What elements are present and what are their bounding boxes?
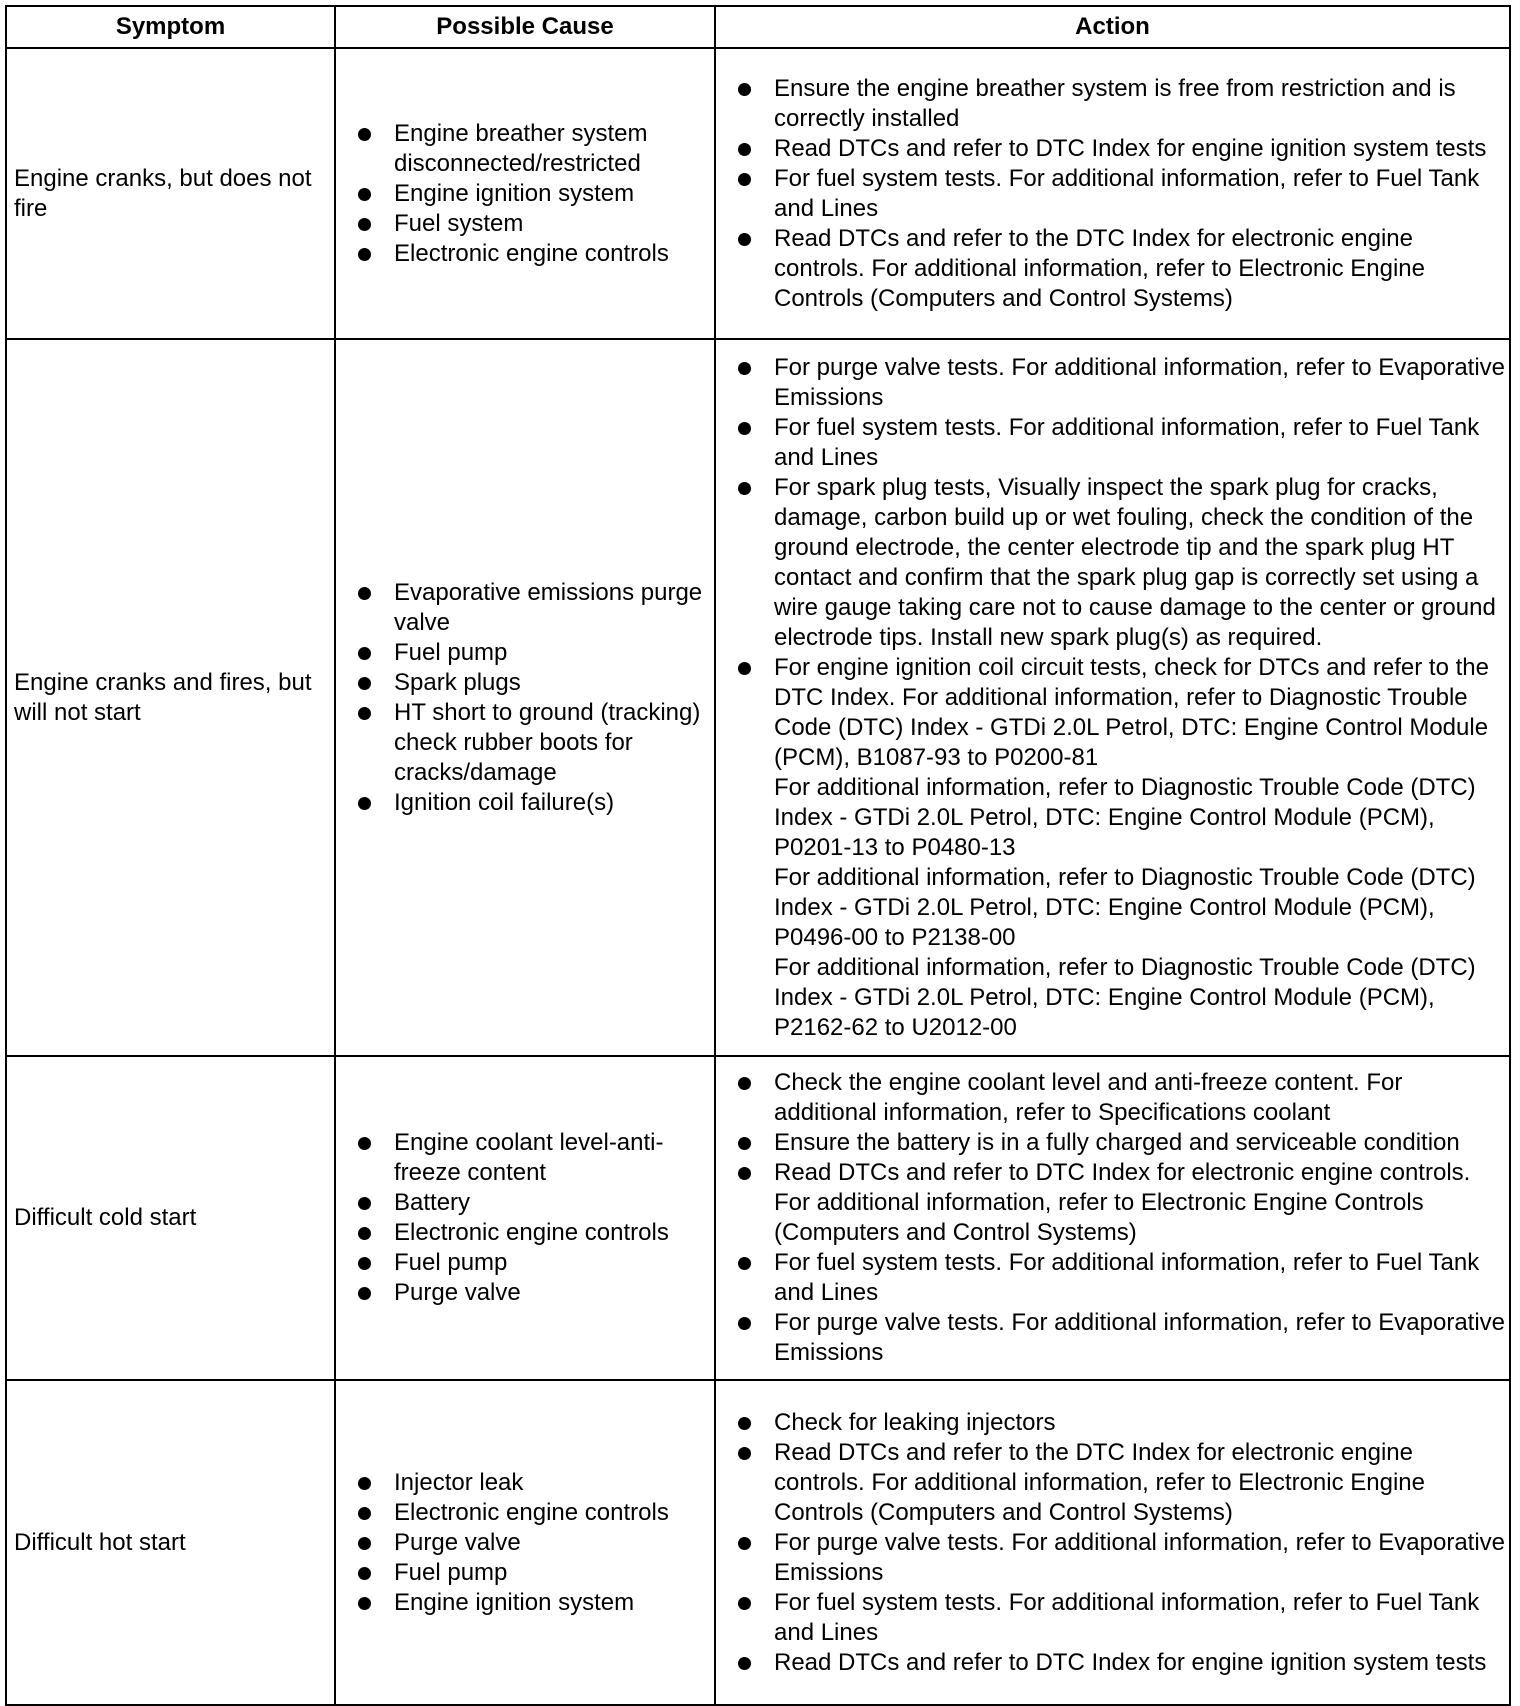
table-row [6, 48, 1510, 339]
action-cell [715, 48, 1510, 339]
cause-item [358, 119, 710, 179]
action-list [738, 353, 1505, 1043]
action-item-text: Read DTCs and refer to DTC Index for engine ignition system tests [774, 134, 1487, 162]
action-item [738, 1438, 1505, 1528]
cause-item-text: Spark plugs [394, 668, 521, 696]
action-item-text: Read DTCs and refer to DTC Index for engine ignition system tests [774, 1648, 1487, 1676]
cause-list [358, 119, 710, 269]
header-symptom: Symptom [6, 6, 335, 48]
cause-item-text: Engine breather system disconnected/restricted [394, 119, 648, 177]
action-item [738, 1128, 1505, 1158]
action-item-text: For additional information, refer to Diagnostic Trouble Code (DTC) Index - GTDi 2.0L Petrol, DTC: Engine Control Module (PCM), P2162-62 to U2012-00 [774, 953, 1476, 1041]
cause-item [358, 578, 710, 638]
cause-item [358, 239, 710, 269]
table-row [6, 1380, 1510, 1705]
cause-item-text: Fuel pump [394, 638, 508, 666]
cause-item-text: Fuel pump [394, 1558, 508, 1586]
action-item-text: For additional information, refer to Diagnostic Trouble Code (DTC) Index - GTDi 2.0L Petrol, DTC: Engine Control Module (PCM), P0201-13 to P0480-13 [774, 773, 1476, 861]
action-item-text: Ensure the battery is in a fully charged and serviceable condition [774, 1129, 1460, 1156]
cause-item-text: Engine ignition system [394, 179, 635, 207]
cause-item [358, 179, 710, 209]
cause-item [358, 1278, 710, 1308]
action-item [738, 413, 1505, 473]
cause-item-text: Fuel system [394, 209, 524, 237]
action-item-text: Read DTCs and refer to DTC Index for electronic engine controls. For additional information, refer to Electronic Engine Controls (Computers and Control Systems) [774, 1159, 1471, 1246]
symptom-cell: Difficult cold start [6, 1056, 335, 1380]
cause-item [358, 1218, 710, 1248]
action-item-text: Read DTCs and refer to the DTC Index for electronic engine controls. For additional information, refer to Electronic Engine Controls (Computers and Control Systems) [774, 224, 1425, 312]
action-item [738, 1248, 1505, 1308]
action-item [738, 134, 1505, 164]
action-item [738, 74, 1505, 134]
cause-item [358, 1468, 710, 1498]
cause-list [358, 1468, 710, 1618]
cause-item-text: Fuel pump [394, 1249, 508, 1276]
cause-list [358, 578, 710, 818]
cause-item [358, 788, 710, 818]
cause-item-text: Electronic engine controls [394, 239, 669, 267]
action-item [738, 473, 1505, 653]
cause-item-text: Battery [394, 1189, 471, 1216]
cause-item [358, 1558, 710, 1588]
cause-item [358, 209, 710, 239]
cause-item [358, 1128, 710, 1188]
action-item [738, 353, 1505, 413]
cause-item-text: Engine ignition system [394, 1588, 635, 1616]
action-cell [715, 1056, 1510, 1380]
action-item [738, 1588, 1505, 1648]
cause-list [358, 1128, 710, 1308]
action-list [738, 1408, 1505, 1678]
cause-item-text: Injector leak [394, 1468, 524, 1496]
cause-item-text: Ignition coil failure(s) [394, 788, 615, 816]
action-list [738, 74, 1505, 314]
table-row [6, 1056, 1510, 1380]
action-item [738, 164, 1505, 224]
action-item [738, 224, 1505, 314]
action-item [738, 1308, 1505, 1368]
cause-item [358, 638, 710, 668]
action-item-text: For purge valve tests. For additional information, refer to Evaporative Emissions [774, 1309, 1506, 1366]
table-body [6, 48, 1510, 1705]
action-item-text: For engine ignition coil circuit tests, check for DTCs and refer to the DTC Index. For additional information, refer to Diagnostic Trouble Code (DTC) Index - GTDi 2.0L Petrol, DTC: Engine Control Module (PCM), B1087-93 to P0200-81 [774, 653, 1489, 771]
cause-item [358, 698, 710, 788]
cause-item [358, 1528, 710, 1558]
table-row [6, 339, 1510, 1056]
cause-item-text: Purge valve [394, 1528, 521, 1556]
action-item-text: For purge valve tests. For additional information, refer to Evaporative Emissions [774, 353, 1506, 411]
action-cell [715, 1380, 1510, 1705]
action-item-text: For purge valve tests. For additional information, refer to Evaporative Emissions [774, 1528, 1506, 1586]
cause-item-text: Purge valve [394, 1279, 521, 1306]
cause-item-text: Electronic engine controls [394, 1498, 669, 1526]
possible-cause-cell [335, 1056, 715, 1380]
cause-item-text: Engine coolant level-anti-freeze content [394, 1129, 664, 1186]
action-item [738, 653, 1505, 1043]
cause-item [358, 1188, 710, 1218]
symptom-cell: Difficult hot start [6, 1380, 335, 1705]
cause-item [358, 1498, 710, 1528]
action-item-text: Ensure the engine breather system is free from restriction and is correctly installed [774, 74, 1456, 132]
symptom-cell: Engine cranks and fires, but will not start [6, 339, 335, 1056]
cause-item [358, 668, 710, 698]
possible-cause-cell [335, 48, 715, 339]
action-item-text: For fuel system tests. For additional information, refer to Fuel Tank and Lines [774, 1588, 1480, 1646]
cause-item [358, 1248, 710, 1278]
action-item-text: For fuel system tests. For additional information, refer to Fuel Tank and Lines [774, 413, 1480, 471]
action-item-text: For fuel system tests. For additional information, refer to Fuel Tank and Lines [774, 164, 1480, 222]
action-list [738, 1068, 1505, 1368]
diagnosis-table [5, 5, 1511, 1706]
action-item-text: For spark plug tests, Visually inspect the spark plug for cracks, damage, carbon build up or wet fouling, check the condition of the ground electrode, the center electrode tip and the spark plug HT contact and confirm that the spark plug gap is correctly set using a wire gauge taking care not to cause damage to the center or ground electrode tips. Install new spark plug(s) as required. [774, 473, 1496, 651]
action-item [738, 1158, 1505, 1248]
cause-item [358, 1588, 710, 1618]
action-item [738, 1528, 1505, 1588]
action-cell [715, 339, 1510, 1056]
action-item-text: For additional information, refer to Diagnostic Trouble Code (DTC) Index - GTDi 2.0L Petrol, DTC: Engine Control Module (PCM), P0496-00 to P2138-00 [774, 863, 1476, 951]
symptom-cell: Engine cranks, but does not fire [6, 48, 335, 339]
cause-item-text: HT short to ground (tracking) check rubber boots for cracks/damage [394, 698, 701, 786]
header-row [6, 6, 1510, 48]
action-item-text: For fuel system tests. For additional information, refer to Fuel Tank and Lines [774, 1249, 1480, 1306]
action-item-text: Read DTCs and refer to the DTC Index for electronic engine controls. For additional information, refer to Electronic Engine Controls (Computers and Control Systems) [774, 1438, 1425, 1526]
cause-item-text: Evaporative emissions purge valve [394, 578, 703, 636]
header-action: Action [715, 6, 1510, 48]
possible-cause-cell [335, 1380, 715, 1705]
action-item [738, 1648, 1505, 1678]
cause-item-text: Electronic engine controls [394, 1219, 669, 1246]
action-item [738, 1068, 1505, 1128]
possible-cause-cell [335, 339, 715, 1056]
action-item-text: Check for leaking injectors [774, 1408, 1056, 1436]
action-item [738, 1408, 1505, 1438]
action-item-text: Check the engine coolant level and anti-freeze content. For additional information, refer to Specifications coolant [774, 1069, 1403, 1126]
header-possible-cause: Possible Cause [335, 6, 715, 48]
